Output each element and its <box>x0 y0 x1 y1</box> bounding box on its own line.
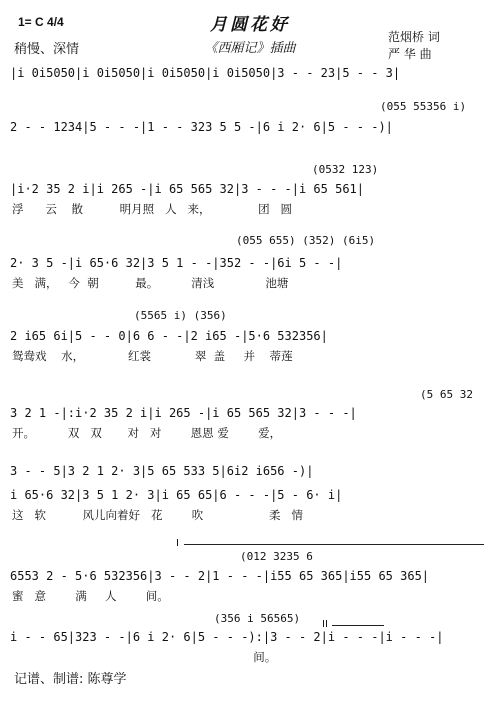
lyrics-line-3: 浮 云 散 明月照 人 来， 团 圆 <box>12 202 293 216</box>
notation-line-2: 2 - - 1234|5 - - -|1 - - 323 5 5 -|6 i 2· 6|5 - - -)| <box>10 120 393 134</box>
volta-1-bracket <box>184 544 484 545</box>
cue-line-6: (5 65 32 <box>420 388 473 401</box>
lyrics-line-7: 这 软 风儿向着好 花 吹 柔 情 <box>12 508 303 522</box>
notation-line-8: 6553 2 - 5·6 532356|3 - - 2|1 - - -|i55 65 365|i55 65 365| <box>10 569 430 583</box>
lyrics-line-9: 间。 <box>12 650 277 664</box>
volta-2-bracket <box>332 625 384 626</box>
key-signature: 1= C 4/4 <box>18 15 64 29</box>
notation-line-7-lower: i 65·6 32|3 5 1 2· 3|i 65 65|6 - - -|5 - 6· i| <box>10 488 343 502</box>
notation-line-4: 2· 3 5 -|i 65·6 32|3 5 1 - -|352 - -|6i 5 - -| <box>10 256 343 270</box>
notation-line-7-upper: 3 - - 5|3 2 1 2· 3|5 65 533 5|6i2 i656 -)| <box>10 464 314 478</box>
lyrics-line-6: 开。 双 双 对 对 恩恩 爱 爱， <box>12 426 282 440</box>
lyrics-line-8: 蜜 意 满 人 间。 <box>12 589 169 603</box>
volta-2-label: II <box>322 619 328 630</box>
notation-line-1: |i 0i5050|i 0i5050|i 0i5050|i 0i5050|3 - - 23|5 - - 3| <box>10 66 401 80</box>
tempo-marking: 稍慢、深情 <box>14 42 80 57</box>
volta-1-label: I <box>176 538 179 549</box>
cue-line-2: (055 55356 i) <box>380 100 467 113</box>
cue-line-4: (055 655) (352) (6i5) <box>236 234 376 247</box>
transcriber-credit: 记谱、制谱: 陈尊学 <box>14 672 127 687</box>
lyrics-line-4: 美 满， 今 朝 最。 清浅 池塘 <box>12 276 289 290</box>
lyricist-credit: 范烟桥 词 <box>388 30 440 44</box>
notation-line-6: 3 2 1 -|:i·2 35 2 i|i 265 -|i 65 565 32|3 - - -| <box>10 406 357 420</box>
notation-line-3: |i·2 35 2 i|i 265 -|i 65 565 32|3 - - -|i 65 561| <box>10 182 365 196</box>
notation-line-9: i - - 65|323 - -|6 i 2· 6|5 - - -):|3 - - 2|i - - -|i - - -| <box>10 630 444 644</box>
cue-line-8: (012 3235 6 <box>240 550 313 563</box>
cue-line-9: (356 i 56565) <box>214 612 301 625</box>
notation-line-5: 2 i65 6i|5 - - 0|6 6 - -|2 i65 -|5·6 532356| <box>10 329 328 343</box>
composer-credit: 严 华 曲 <box>388 47 432 61</box>
song-subtitle: 《西厢记》插曲 <box>204 41 296 56</box>
song-title: 月圆花好 <box>210 15 290 35</box>
cue-line-3: (0532 123) <box>312 163 379 176</box>
cue-line-5: (5565 i) (356) <box>134 309 227 322</box>
lyrics-line-5: 鸳鸯戏 水， 红裳 翠 盖 并 蒂莲 <box>12 349 293 363</box>
